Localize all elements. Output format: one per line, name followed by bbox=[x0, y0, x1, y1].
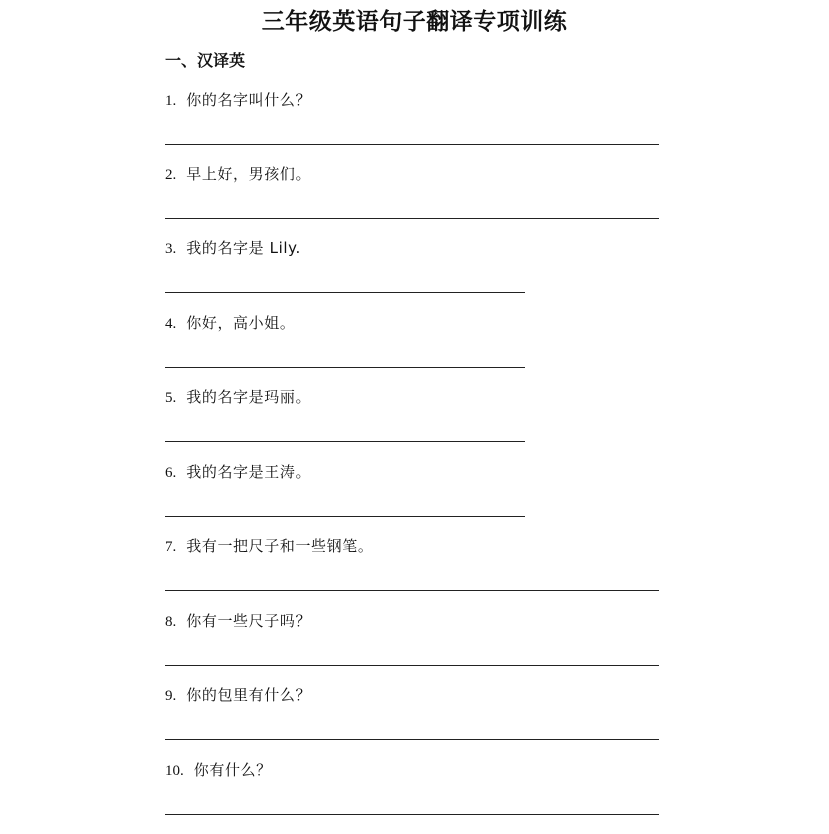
answer-line bbox=[165, 739, 659, 740]
worksheet-title: 三年级英语句子翻译专项训练 bbox=[261, 8, 568, 35]
question-item bbox=[165, 462, 665, 536]
question-item bbox=[165, 760, 665, 834]
question-item bbox=[165, 611, 665, 685]
question-text: 你的名字叫什么？ bbox=[186, 91, 312, 109]
answer-line bbox=[165, 292, 525, 293]
question-item bbox=[165, 164, 665, 238]
question-text: 我有一把尺子和一些钢笔。 bbox=[186, 537, 374, 555]
question-text: 我的名字是王涛。 bbox=[186, 463, 312, 481]
question-number: 2. bbox=[165, 167, 177, 183]
question-text: 你有一些尺子吗？ bbox=[186, 612, 312, 630]
question-text: 我的名字是玛丽。 bbox=[186, 388, 312, 406]
question-number: 7. bbox=[165, 539, 177, 555]
answer-line bbox=[165, 144, 659, 145]
answer-line bbox=[165, 814, 659, 815]
question-text: 我的名字是 Lily. bbox=[186, 239, 301, 257]
answer-line bbox=[165, 441, 525, 442]
question-number: 1. bbox=[165, 93, 177, 109]
question-item bbox=[165, 685, 665, 759]
question-number: 10. bbox=[165, 763, 184, 779]
question-number: 4. bbox=[165, 316, 177, 332]
answer-line bbox=[165, 516, 525, 517]
answer-line bbox=[165, 367, 525, 368]
answer-line bbox=[165, 590, 659, 591]
question-item bbox=[165, 387, 665, 461]
question-number: 8. bbox=[165, 614, 177, 630]
question-item bbox=[165, 536, 665, 610]
question-text: 你有什么？ bbox=[193, 761, 272, 779]
question-text: 你的包里有什么？ bbox=[186, 686, 312, 704]
question-number: 6. bbox=[165, 465, 177, 481]
question-text: 早上好，男孩们。 bbox=[186, 165, 312, 183]
question-number: 3. bbox=[165, 241, 177, 257]
question-item bbox=[165, 313, 665, 387]
section-heading: 一、汉译英 bbox=[165, 51, 246, 70]
question-item bbox=[165, 90, 665, 164]
question-item bbox=[165, 238, 665, 312]
answer-line bbox=[165, 665, 659, 666]
question-number: 5. bbox=[165, 390, 177, 406]
question-number: 9. bbox=[165, 688, 177, 704]
answer-line bbox=[165, 218, 659, 219]
question-text: 你好，高小姐。 bbox=[186, 314, 296, 332]
